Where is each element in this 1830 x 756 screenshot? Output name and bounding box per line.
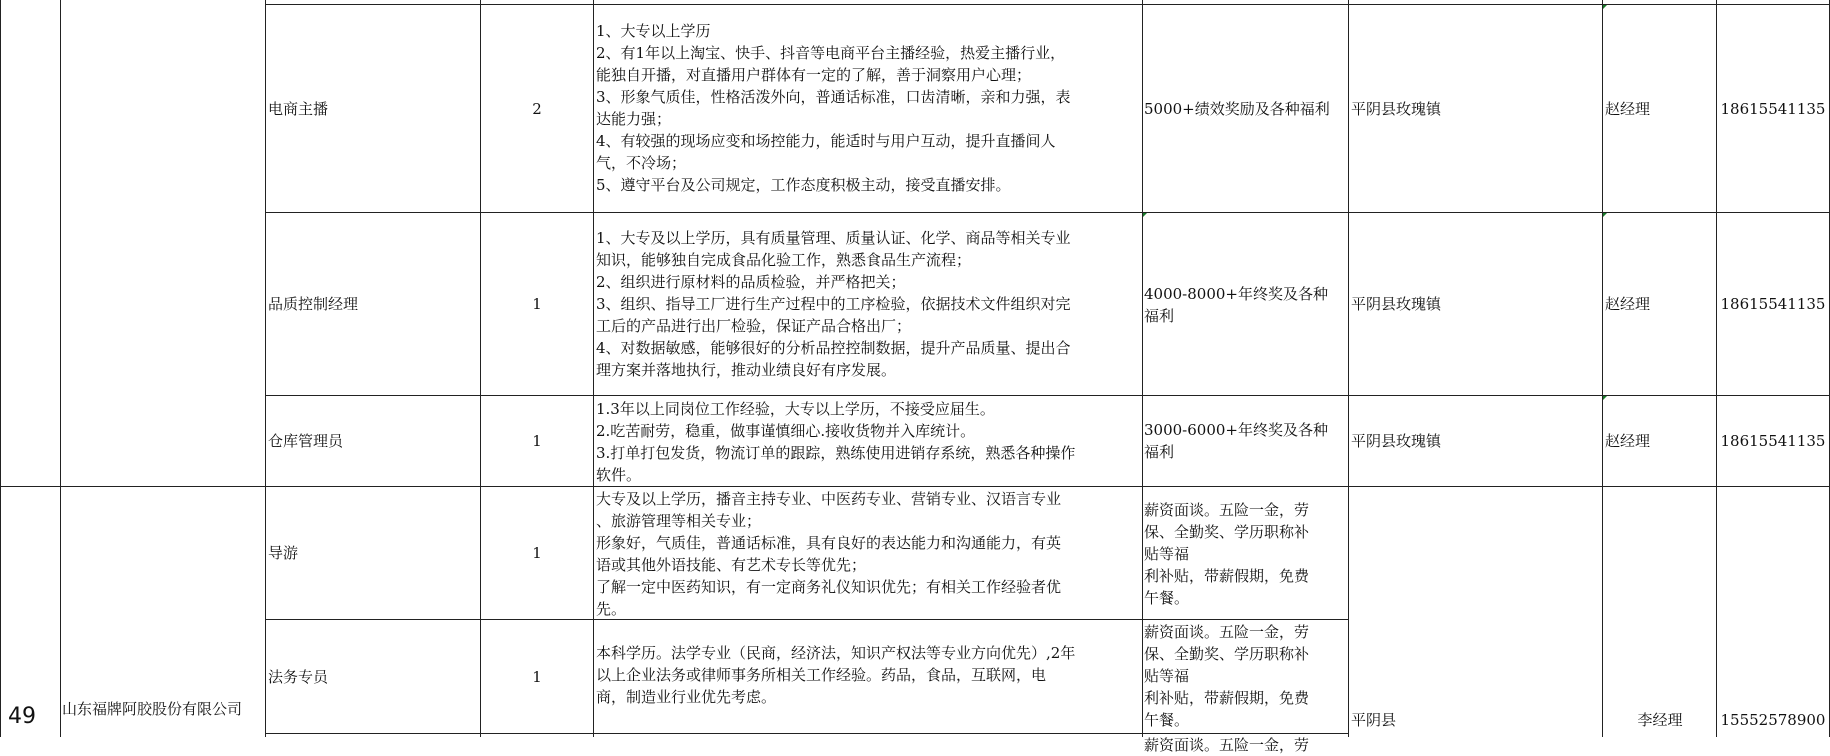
requirement-line: 4、有较强的现场应变和场控能力，能适时与用户互动，提升直播间人	[596, 132, 1056, 150]
requirement-line: 3、组织、指导工厂进行生产过程中的工序检验，依据技术文件组织对完	[596, 295, 1071, 313]
grid-col-line	[265, 0, 266, 737]
salary-line: 薪资面谈。五险一金，劳	[1144, 736, 1310, 754]
requirement-line: 1、大专以上学历	[596, 22, 711, 40]
requirement-line: 3、形象气质佳，性格活泼外向，普通话标准，口齿清晰，亲和力强，表	[596, 88, 1071, 106]
salary-line: 薪资面谈。五险一金，劳	[1144, 501, 1310, 519]
requirement-line: 3.打单打包发货，物流订单的跟踪，熟练使用进销存系统，熟悉各种操作	[596, 444, 1076, 462]
requirement-line: 2、组织进行原材料的品质检验，并严格把关；	[596, 273, 906, 291]
salary-cell[interactable]	[1144, 283, 1348, 327]
grid-col-line	[1348, 0, 1349, 737]
grid-col-line	[0, 0, 1, 737]
salary-line: 贴等福	[1144, 667, 1190, 685]
salary-line: 保、全勤奖、学历职称补	[1144, 523, 1310, 541]
salary-cell[interactable]	[1144, 621, 1348, 731]
requirement-line: 1.3年以上同岗位工作经验，大专以上学历，不接受应届生。	[596, 400, 995, 418]
contact-cell[interactable]: 李经理	[1637, 711, 1683, 729]
salary-line: 福利	[1144, 443, 1175, 461]
count-cell[interactable]: 1	[532, 667, 542, 686]
requirement-line: 本科学历。法学专业（民商，经济法，知识产权法等专业方向优先）,2年	[596, 644, 1076, 662]
salary-line: 福利	[1144, 307, 1175, 325]
contact-cell[interactable]: 赵经理	[1605, 99, 1651, 118]
row-number[interactable]: 49	[8, 704, 36, 729]
requirement-line: 软件。	[596, 466, 642, 484]
requirements-cell[interactable]	[596, 398, 1142, 486]
requirement-line: 气，不冷场；	[596, 154, 687, 172]
contact-cell[interactable]: 赵经理	[1605, 295, 1651, 313]
requirement-line: 、旅游管理等相关专业；	[596, 512, 762, 530]
salary-line: 贴等福	[1144, 545, 1190, 563]
location-cell[interactable]: 平阴县玫瑰镇	[1351, 432, 1442, 450]
requirement-line: 5、遵守平台及公司规定，工作态度积极主动，接受直播安排。	[596, 176, 1011, 194]
requirement-line: 知识，能够独自完成食品化验工作，熟悉食品生产流程；	[596, 251, 972, 269]
location-cell[interactable]: 平阴县玫瑰镇	[1351, 99, 1442, 118]
salary-cell[interactable]	[1144, 419, 1348, 463]
salary-line: 利补贴，带薪假期，免费	[1144, 567, 1310, 585]
requirement-line: 先。	[596, 600, 627, 618]
location-cell[interactable]: 平阴县玫瑰镇	[1351, 295, 1442, 313]
requirement-line: 达能力强；	[596, 110, 672, 128]
salary-line: 薪资面谈。五险一金，劳	[1144, 623, 1310, 641]
phone-cell[interactable]: 18615541135	[1720, 432, 1826, 450]
requirement-line: 形象好，气质佳，普通话标准，具有良好的表达能力和沟通能力，有英	[596, 534, 1062, 552]
grid-col-line	[60, 0, 61, 737]
salary-cell[interactable]	[1144, 98, 1348, 120]
requirement-line: 工后的产品进行出厂检验，保证产品合格出厂；	[596, 317, 912, 335]
count-cell[interactable]: 1	[532, 432, 542, 450]
salary-line: 午餐。	[1144, 711, 1190, 729]
position-cell[interactable]: 仓库管理员	[268, 432, 344, 450]
requirements-cell[interactable]	[596, 488, 1142, 620]
grid-col-line	[1142, 0, 1143, 737]
requirement-line: 理方案并落地执行，推动业绩良好有序发展。	[596, 361, 897, 379]
salary-line: 5000+绩效奖励及各种福利	[1144, 100, 1330, 118]
count-cell[interactable]: 1	[532, 544, 542, 562]
requirement-line: 了解一定中医药知识，有一定商务礼仪知识优先；有相关工作经验者优	[596, 578, 1062, 596]
position-cell[interactable]: 品质控制经理	[268, 295, 359, 313]
requirements-cell[interactable]	[596, 20, 1142, 196]
requirement-line: 2、有1年以上淘宝、快手、抖音等电商平台主播经验，热爱主播行业，	[596, 44, 1066, 62]
phone-cell[interactable]: 18615541135	[1720, 99, 1826, 118]
requirement-line: 大专及以上学历，播音主持专业、中医药专业、营销专业、汉语言专业	[596, 490, 1062, 508]
location-cell[interactable]: 平阴县	[1351, 711, 1397, 729]
requirement-line: 4、对数据敏感，能够很好的分析品控控制数据，提升产品质量、提出合	[596, 339, 1071, 357]
salary-line: 4000-8000+年终奖及各种	[1144, 285, 1328, 303]
cell-note-marker	[1143, 213, 1147, 217]
company-name[interactable]: 山东福牌阿胶股份有限公司	[62, 700, 243, 718]
requirement-line: 1、大专及以上学历，具有质量管理、质量认证、化学、商品等相关专业	[596, 229, 1071, 247]
salary-cell-partial[interactable]	[1144, 734, 1348, 754]
requirement-line: 2.吃苦耐劳，稳重，做事谨慎细心.接收货物并入库统计。	[596, 422, 976, 440]
count-cell[interactable]: 2	[532, 99, 542, 118]
phone-cell[interactable]: 18615541135	[1720, 295, 1826, 313]
phone-cell[interactable]: 15552578900	[1720, 711, 1826, 729]
requirement-line: 商，制造业行业优先考虑。	[596, 688, 777, 706]
requirement-line: 语或其他外语技能、有艺术专长等优先；	[596, 556, 867, 574]
salary-line: 利补贴，带薪假期，免费	[1144, 689, 1310, 707]
position-cell[interactable]: 电商主播	[268, 99, 329, 118]
requirement-line: 以上企业法务或律师事务所相关工作经验。药品，食品，互联网，电	[596, 666, 1047, 684]
requirement-line: 能独自开播，对直播用户群体有一定的了解，善于洞察用户心理；	[596, 66, 1032, 84]
contact-cell[interactable]: 赵经理	[1605, 432, 1651, 450]
salary-line: 保、全勤奖、学历职称补	[1144, 645, 1310, 663]
grid-col-line	[593, 0, 594, 737]
position-cell[interactable]: 法务专员	[268, 667, 329, 686]
requirements-cell[interactable]	[596, 642, 1142, 708]
position-cell[interactable]: 导游	[268, 544, 299, 562]
salary-line: 午餐。	[1144, 589, 1190, 607]
salary-cell[interactable]	[1144, 499, 1348, 609]
salary-line: 3000-6000+年终奖及各种	[1144, 421, 1328, 439]
requirements-cell[interactable]	[596, 227, 1142, 381]
grid-col-line	[1602, 0, 1603, 737]
count-cell[interactable]: 1	[532, 295, 542, 313]
